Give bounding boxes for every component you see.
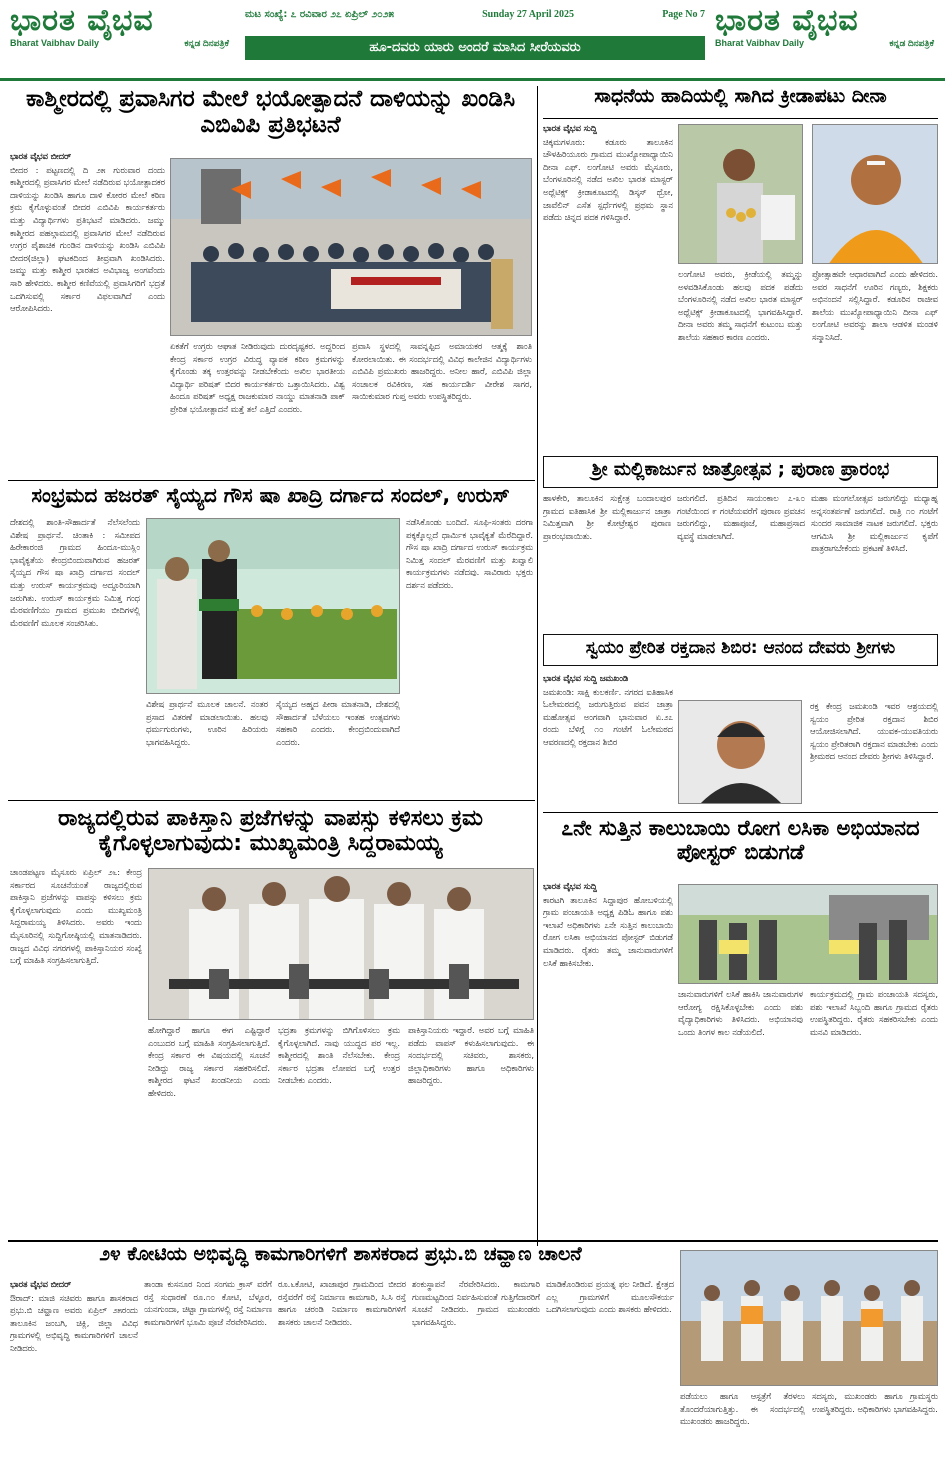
issue-number: ಮಟ ಸಂಖ್ಯೆ: ೭ ರವಿವಾರ ೨೭ ಏಪ್ರಿಲ್ ೨೦೨೫ [245,8,394,20]
kashmir-protest-photo [170,158,532,336]
kashmir-body-col1 [10,150,165,480]
logo-sub-en: Bharat Vaibhav Daily [715,38,805,48]
tagline-bar: ಹೂ-ದವರು ಯಾರು ಅಂದರೆ ಮಾಸಿದ ಸೀರೆಯವರು [245,36,705,60]
masthead-logo-left [10,4,235,74]
page-number: Page No 7 [662,8,705,20]
vaccine-dateline: ಭಾರತ ವೈಭವ ಸುದ್ದಿ [543,881,597,891]
masthead-rule [0,78,945,81]
masthead-logo-right [715,4,940,74]
blood-dateline: ಭಾರತ ವೈಭವ ಸುದ್ದಿ ಜಮಖಂಡಿ [543,673,629,683]
blood-headline: ಸ್ವಯಂ ಪ್ರೇರಿತ ರಕ್ತದಾನ ಶಿಬಿರ: ಆನಂದ ದೇವರು ಶ್ರೀಗಳು [543,634,938,666]
divider [8,1240,938,1242]
kashmir-body-col2: ಏಕತೆಗೆ ಉಗ್ರರು ಆಘಾತ ನೀಡಿರುವುದು ದುರದೃಷ್ಟಕರ. ಅದ್ದರಿಂದ ಕೇಂದ್ರ ಸರ್ಕಾರ ಉಗ್ರರ ವಿರುದ್ಧ ವ್ಯಾಪಕ ಕಠಿಣ ಕ್ರಮಗಳನ್ನು ಕೈಗೊಂಡು ತಕ್ಕ ಉತ್ತರವನ್ನು ನೀಡಬೇಕೆಂದು ಅಖಿಲ ಭಾರತೀಯ ವಿದ್ಯಾರ್ಥಿ ಪರಿಷತ್ ಬಿದರ ಕಾರ್ಯಕರ್ತರು ಒತ್ತಾಯಿಸಿದರು. ವಿಶ್ವ ಹಿಂದೂ ಪರಿಷತ್ ಅಧ್ಯಕ್ಷ ರಾಜಕುಮಾರ ನಾಯ್ಡು ಮಾತನಾಡಿ ಪಾಕ್ ಪ್ರೇರಿತ ಭಯೋತ್ಪಾದನೆ ಮತ್ತೆ ತಲೆ ಎತ್ತಿದೆ ಎಂದರು. [170,341,345,414]
deena-body-col2: ಲಂಗೋಟಿ ಅವರು, ಕ್ರೀಡೆಯಲ್ಲಿ ತಮ್ಮನ್ನು ಅಳವಡಿಸಿಕೊಂಡು ಹಲವು ಪದಕ ಪಡೆದು ಬೆಂಗಳೂರಿನಲ್ಲಿ ನಡೆದ ಅಖಿಲ ಭಾರತ ಮಾಸ್ಟರ್ ಅಥ್ಲೆಟಿಕ್ಸ್ ಕ್ರೀಡಾಕೂಟದಲ್ಲಿ ಭಾಗವಹಿಸಿದ್ದಾರೆ. ದೀನಾ ಅವರು ತಮ್ಮ ಸಾಧನೆಗೆ ಕುಟುಂಬ ಮತ್ತು ಶಾಲೆಯ ಸಹಕಾರ ಕಾರಣ ಎಂದರು. [678,269,803,342]
logo-sub-kn: ಕನ್ನಡ ದಿನಪತ್ರಿಕೆ [889,38,934,48]
dargah-body-col4: ನಡೆಸಿಕೊಂಡು ಬಂದಿದೆ. ಸೂಫಿ-ಸಂತರು ದರಗಾ ಪಕ್ಕಕ್ಕೊಲ್ಲದೆ ಧಾರ್ಮಿಕ ಭಾವೈಕ್ಯತೆ ಮೆರೆದಿದ್ದಾರೆ. ಗೌಸ ಷಾ ಖಾದ್ರಿ ದರ್ಗಾದ ಉರುಸ್ ಕಾರ್ಯಕ್ರಮ ನಿಮಿತ್ತ ಸಂದಲ್ ಮೆರವಣಿಗೆ ಮತ್ತು ಖವ್ವಾಲಿ ಕಾರ್ಯಕ್ರಮಗಳು ನಡೆದವು. ಸಾವಿರಾರು ಭಕ್ತರು ದರ್ಶನ ಪಡೆದರು. [406,517,533,590]
logo-text: ಭಾರತ ವೈಭವ [10,3,154,38]
chavan-inauguration-photo [680,1250,938,1386]
mallikarjuna-body-col3: ಮಹಾ ಮಂಗಲೋತ್ಸವ ಜರುಗಲಿದ್ದು ಮಧ್ಯಾಹ್ನ ಅನ್ನಸಂತರ್ಪಣೆ ಜರುಗಲಿದೆ. ರಾತ್ರಿ ೧೦ ಗಂಟೆಗೆ ಸುಂದರ ಸಾಮಾಜಿಕ ನಾಟಕ ಜರುಗಲಿದೆ. ಭಕ್ತರು ಆಗಮಿಸಿ ಶ್ರೀ ಮಲ್ಲಿಕಾರ್ಜುನ ಕೃಪೆಗೆ ಪಾತ್ರರಾಗಬೇಕೆಂದು ಪ್ರಕಟಣೆ ತಿಳಿಸಿದೆ. [811,493,938,554]
deena-body-col3: ಪ್ರೋತ್ಸಾಹವೇ ಆಧಾರವಾಗಿದೆ ಎಂದು ಹೇಳಿದರು. ಅವರ ಸಾಧನೆಗೆ ಊರಿನ ಗಣ್ಯರು, ಶಿಕ್ಷಕರು ಅಭಿನಂದನೆ ಸಲ್ಲಿಸಿದ್ದಾರೆ. ಕಡೂರಿನ ರಾಜೀವ ಶಾಲೆಯ ಮುಖ್ಯೋಪಾಧ್ಯಾಯಿನಿ ದೀನಾ ಎಫ್ ಲಂಗೋಟಿ ಅವರನ್ನು ಶಾಲಾ ಆಡಳಿತ ಮಂಡಳಿ ಸನ್ಮಾನಿಸಿದೆ. [812,269,938,342]
dargah-headline: ಸಂಭ್ರಮದ ಹಜರತ್ ಸೈಯ್ಯದ ಗೌಸ ಷಾ ಖಾದ್ರಿ ದರ್ಗಾದ ಸಂದಲ್, ಉರುಸ್ [31,484,510,507]
chavan-body-col4: ಶಂಕುಸ್ಥಾಪನೆ ನೆರವೇರಿಸಿದರು. ಕಾಮಗಾರಿ ಗುಣಮಟ್ಟದಿಂದ ನಿರ್ವಹಿಸುವಂತೆ ಗುತ್ತಿಗೆದಾರರಿಗೆ ಸೂಚನೆ ನೀಡಿದರು. ಗ್ರಾಮದ ಮುಖಂಡರು ಭಾಗವಹಿಸಿದ್ದರು. [412,1279,540,1327]
chavan-body-col3: ರೂ.೬ಕೋಟಿ, ಖಾಜಾಪುರ ಗ್ರಾಮದಿಂದ ಬೀದರ ರಸ್ತೆವರೆಗೆ ರಸ್ತೆ ನಿರ್ಮಾಣ ಕಾಮಗಾರಿ, ಸಿ.ಸಿ ರಸ್ತೆ ಹಾಗೂ ಚರಂಡಿ ನಿರ್ಮಾಣ ಕಾಮಗಾರಿಗಳಿಗೆ ಶಾಸಕರು ಚಾಲನೆ ನೀಡಿದರು. [278,1279,406,1327]
chavan-body-col7: ಸದಸ್ಯರು, ಮುಖಂಡರು ಹಾಗೂ ಗ್ರಾಮಸ್ಥರು ಉಪಸ್ಥಿತರಿದ್ದರು. ಅಧಿಕಾರಿಗಳು ಭಾಗವಹಿಸಿದ್ದರು. [812,1391,938,1414]
issue-date: Sunday 27 April 2025 [482,8,575,20]
blood-body-col2: ರಕ್ತ ಕೇಂದ್ರ ಜಮಖಂಡಿ ಇವರ ಆಶ್ರಯದಲ್ಲಿ ಸ್ವಯಂ ಪ್ರೇರಿತ ರಕ್ತದಾನ ಶಿಬಿರ ಆಯೋಜಿಸಲಾಗಿದೆ. ಯುವಕ-ಯುವತಿಯರು ಸ್ವಯಂ ಪ್ರೇರಿತರಾಗಿ ರಕ್ತದಾನ ಮಾಡಬೇಕು ಎಂದು ಶ್ರೀಮಠದ ಆನಂದ ದೇವರು ಶ್ರೀಗಳು ತಿಳಿಸಿದ್ದಾರೆ. [810,701,938,762]
kashmir-body-col3: ಪ್ರವಾಸಿ ಸ್ಥಳದಲ್ಲಿ ಸಾವನ್ನಪ್ಪಿದ ಅಮಾಯಕರ ಆತ್ಮಕ್ಕೆ ಶಾಂತಿ ಕೋರಲಾಯಿತು. ಈ ಸಂದರ್ಭದಲ್ಲಿ ವಿವಿಧ ಕಾಲೇಜಿನ ವಿದ್ಯಾರ್ಥಿಗಳು ಎಬಿವಿಪಿ ಪ್ರಮುಖರು ಹಾಜರಿದ್ದರು. ಅನೀಲ ಹಾರೆ, ಎಬಿವಿಪಿ ಜಿಲ್ಲಾ ಸಂಚಾಲಕ ರವಿಕಿರಣ, ಸಹ ಕಾರ್ಯದರ್ಶಿ ವೀರೇಶ ಸಾಗರ, ಸಾಯಿಕುಮಾರ ಗುಪ್ತ ಅವರು ಉಪಸ್ಥಿತರಿದ್ದರು. [352,341,532,402]
pakistan-body-col1: ಚಾಂಡಪಟ್ಟಣ ಮೈಸೂರು ಏಪ್ರಿಲ್ ೨೬: ಕೇಂದ್ರ ಸರ್ಕಾರದ ಸೂಚನೆಯಂತೆ ರಾಜ್ಯದಲ್ಲಿರುವ ಪಾಕಿಸ್ತಾನಿ ಪ್ರಜೆಗಳನ್ನು ವಾಪಸ್ಸು ಕಳಿಸಲು ಕ್ರಮ ಕೈಗೊಳ್ಳಲಾಗುವುದು ಎಂದು ಮುಖ್ಯಮಂತ್ರಿ ಸಿದ್ದರಾಮಯ್ಯ ತಿಳಿಸಿದರು. ಅವರು ಇಂದು ಮೈಸೂರಿನಲ್ಲಿ ಸುದ್ದಿಗೋಷ್ಠಿಯಲ್ಲಿ ಮಾತನಾಡಿದರು. ರಾಜ್ಯದ ವಿವಿಧ ನಗರಗಳಲ್ಲಿ ಪಾಕಿಸ್ತಾನಿಯರ ಸಂಖ್ಯೆ ಬಗ್ಗೆ ಮಾಹಿತಿ ಸಂಗ್ರಹಿಸಲಾಗುತ್ತಿದೆ. [10,867,142,966]
chavan-body-col1 [10,1278,138,1456]
kashmir-dateline: ಭಾರತ ವೈಭವ ಬೀದರ್ [10,151,72,161]
issue-line [245,6,705,22]
chavan-body-col6: ಪಡೆಯಲು ಹಾಗೂ ಆಸ್ಪತ್ರೆಗೆ ತೆರಳಲು ತೊಂದರೆಯಾಗುತ್ತಿತ್ತು. ಈ ಸಂದರ್ಭದಲ್ಲಿ ಮುಖಂಡರು ಹಾಜರಿದ್ದರು. [680,1391,805,1427]
vaccine-headline: ೭ನೇ ಸುತ್ತಿನ ಕಾಲುಬಾಯಿ ರೋಗ ಲಸಿಕಾ ಅಭಿಯಾನದ ಪೋಸ್ಟರ್ ಬಿಡುಗಡೆ [561,816,920,865]
vaccine-body-col2: ಜಾನುವಾರುಗಳಿಗೆ ಲಸಿಕೆ ಹಾಕಿಸಿ ಜಾನುವಾರುಗಳ ಆರೋಗ್ಯ ರಕ್ಷಿಸಿಕೊಳ್ಳಬೇಕು ಎಂದು ಪಶು ವೈದ್ಯಾಧಿಕಾರಿಗಳು ತಿಳಿಸಿದರು. ಅಭಿಯಾನವು ಒಂದು ತಿಂಗಳ ಕಾಲ ನಡೆಯಲಿದೆ. [678,989,803,1037]
divider [543,118,938,119]
pakistan-body-col2: ಹೋಗಿದ್ದಾರೆ ಹಾಗೂ ಈಗ ಎಷ್ಟಿದ್ದಾರೆ ಎಂಬುದರ ಬಗ್ಗೆ ಮಾಹಿತಿ ಸಂಗ್ರಹಿಸಲಾಗುತ್ತಿದೆ. ಕೇಂದ್ರ ಸರ್ಕಾರ ಈ ವಿಷಯದಲ್ಲಿ ಸೂಚನೆ ನೀಡಿದ್ದು ರಾಜ್ಯ ಸರ್ಕಾರ ಸಹಕರಿಸಲಿದೆ. ಕಾಶ್ಮೀರದ ಘಟನೆ ಖಂಡನೀಯ ಎಂದು ಹೇಳಿದರು. [148,1025,270,1098]
vaccine-body-col3: ಕಾರ್ಯಕ್ರಮದಲ್ಲಿ ಗ್ರಾಮ ಪಂಚಾಯತಿ ಸದಸ್ಯರು, ಪಶು ಇಲಾಖೆ ಸಿಬ್ಬಂದಿ ಹಾಗೂ ಗ್ರಾಮದ ರೈತರು ಉಪಸ್ಥಿತರಿದ್ದರು. ರೈತರು ಸಹಕರಿಸಬೇಕು ಎಂದು ಮನವಿ ಮಾಡಿದರು. [810,989,938,1037]
vaccine-body-col1 [543,880,673,1236]
blood-col1-text: ಜಮಖಂಡಿ: ಸಾಕ್ಷಿ ಕುಲಕರ್ಣಿ. ನಗರದ ಐತಿಹಾಸಿಕ ಓಲೇಮಠದಲ್ಲಿ ಜರುಗುತ್ತಿರುವ ಪವನ ಜಾತ್ರಾ ಮಹೋತ್ಸವ ಅಂಗವಾಗಿ ಭಾನುವಾರ ಏ.೨೭ ರಂದು ಬೆಳಿಗ್ಗೆ ೧೦ ಗಂಟೆಗೆ ಓಲೇಮಠದ ಆವರಣದಲ್ಲಿ ರಕ್ತದಾನ ಶಿಬಿರ [543,686,673,747]
logo-text: ಭಾರತ ವೈಭವ [715,3,859,38]
pakistan-body-col4: ಪಾಕಿಸ್ತಾನಿಯರು ಇದ್ದಾರೆ. ಅವರ ಬಗ್ಗೆ ಮಾಹಿತಿ ಪಡೆದು ವಾಪಸ್ ಕಳುಹಿಸಲಾಗುವುದು. ಈ ಸಂದರ್ಭದಲ್ಲಿ ಸಚಿವರು, ಶಾಸಕರು, ಜಿಲ್ಲಾಧಿಕಾರಿಗಳು ಹಾಗೂ ಅಧಿಕಾರಿಗಳು ಹಾಜರಿದ್ದರು. [408,1025,534,1086]
chavan-body-col5: ಮಾಡಿಕೊಂಡಿರುವ ಪ್ರಯತ್ನ ಫಲ ನೀಡಿದೆ. ಕ್ಷೇತ್ರದ ಎಲ್ಲ ಗ್ರಾಮಗಳಿಗೆ ಮೂಲಸೌಕರ್ಯ ಒದಗಿಸಲಾಗುವುದು ಎಂದು ಶಾಸಕರು ಹೇಳಿದರು. [546,1279,674,1315]
deena-athlete-photo [678,124,803,264]
deena-body-col1 [543,122,673,452]
dargah-body-col1: ದೇಶದಲ್ಲಿ ಶಾಂತಿ-ಸೌಹಾರ್ದತೆ ನೆಲೆಸಲೆಂದು ವಿಶೇಷ ಪ್ರಾರ್ಥನೆ. ಚಿಂತಾಕಿ : ಸಮೀಪದ ಹಿರೇಕಾರಂಜಿ ಗ್ರಾಮದ ಹಿಂದೂ-ಮುಸ್ಲಿಂ ಭಾವೈಕ್ಯತೆಯ ಕೇಂದ್ರಬಿಂದುವಾಗಿರುವ ಹಜರತ್ ಸೈಯ್ಯದ ಗೌಸ ಷಾ ಖಾದ್ರಿ ದರ್ಗಾದ ಸಂದಲ್ ಮತ್ತು ಉರುಸ್ ಕಾರ್ಯಕ್ರಮವು ಅದ್ದೂರಿಯಾಗಿ ಜರುಗಿತು. ಉರುಸ್ ಕಾರ್ಯಕ್ರಮ ನಿಮಿತ್ತ ಗಂಧ ಮೆರವಣಿಗೆಯು ಗ್ರಾಮದ ಪ್ರಮುಖ ಬೀದಿಗಳಲ್ಲಿ ಮೆರವಣಿಗೆ ಮೂಲಕ ಸಂಚರಿಸಿತು. [10,517,140,628]
pakistan-headline: ರಾಜ್ಯದಲ್ಲಿರುವ ಪಾಕಿಸ್ತಾನಿ ಪ್ರಜೆಗಳನ್ನು ವಾಪಸ್ಸು ಕಳಿಸಲು ಕ್ರಮ ಕೈಗೊಳ್ಳಲಾಗುವುದು: ಮುಖ್ಯಮಂತ್ರಿ ಸಿದ್ದರಾಮಯ್ಯ [58,806,483,857]
divider [537,86,538,1246]
dargah-body-col3: ಸೈಯ್ಯದ ಅಹ್ಮದ ಪೀರಾ ಮಾತನಾಡಿ, ದೇಶದಲ್ಲಿ ಸೌಹಾರ್ದತೆ ಬೆಳೆಯಲು ಇಂತಹ ಉತ್ಸವಗಳು ಸಹಕಾರಿ ಎಂದರು. ಕೇಂದ್ರಬಿಂದುವಾಗಿದೆ ಎಂದರು. [276,699,400,747]
divider [8,800,535,801]
logo-sub-en: Bharat Vaibhav Daily [10,38,100,48]
logo-sub-kn: ಕನ್ನಡ ದಿನಪತ್ರಿಕೆ [184,38,229,48]
deena-col1-text: ಚಿಕ್ಕಮಗಳೂರು: ಕಡೂರು ತಾಲೂಕಿನ ಚೌಳಹಿರಿಯೂರು ಗ್ರಾಮದ ಮುಖ್ಯೋಪಾಧ್ಯಾಯಿನಿ ದೀನಾ ಎಫ್. ಲಂಗೋಟಿ ಅವರು ಮೈಸೂರು, ಬೆಂಗಳೂರಿನಲ್ಲಿ ನಡೆದ ಅಖಿಲ ಭಾರತ ಮಾಸ್ಟರ್ ಅಥ್ಲೆಟಿಕ್ಸ್ ಕ್ರೀಡಾಕೂಟದಲ್ಲಿ ಡಿಸ್ಕಸ್ ಥ್ರೋ, ಜಾವೆಲಿನ್ ಎಸೆತ ಸ್ಪರ್ಧೆಗಳಲ್ಲಿ ಪ್ರಥಮ ಸ್ಥಾನ ಪಡೆದು ಚಿನ್ನದ ಪದಕ ಗಳಿಸಿದ್ದಾರೆ. [543,136,673,223]
divider [8,480,535,481]
pakistan-press-photo [148,868,534,1020]
kashmir-headline: ಕಾಶ್ಮೀರದಲ್ಲಿ ಪ್ರವಾಸಿಗರ ಮೇಲೆ ಭಯೋತ್ಪಾದನೆ ದಾಳಿಯನ್ನು ಖಂಡಿಸಿ ಎಬಿವಿಪಿ ಪ್ರತಿಭಟನೆ [25,86,516,139]
blood-donor-portrait [678,700,802,804]
dargah-body-col2: ವಿಶೇಷ ಪ್ರಾರ್ಥನೆ ಮೂಲಕ ಚಾಲನೆ. ನಂತರ ಪ್ರಸಾದ ವಿತರಣೆ ಮಾಡಲಾಯಿತು. ಹಲವು ಧರ್ಮಗುರುಗಳು, ಊರಿನ ಹಿರಿಯರು ಭಾಗವಹಿಸಿದ್ದರು. [146,699,268,747]
deena-headline: ಸಾಧನೆಯ ಹಾದಿಯಲ್ಲಿ ಸಾಗಿದ ಕ್ರೀಡಾಪಟು ದೀನಾ [594,86,887,107]
mallikarjuna-body-col1: ಹಾಳಕೇರಿ, ತಾಲೂಕಿನ ಸುಕ್ಷೇತ್ರ ಬಂದಾಲಪುರ ಗ್ರಾಮದ ಐತಿಹಾಸಿಕ ಶ್ರೀ ಮಲ್ಲಿಕಾರ್ಜುನ ಜಾತ್ರಾ ನಿಮಿತ್ತವಾಗಿ ಶ್ರೀ ಕೋಟ್ರೇಶ್ವರ ಪುರಾಣ ಪ್ರಾರಂಭವಾಯಿತು. [543,493,671,541]
chavan-headline: ೨೪ ಕೋಟಿಯ ಅಭಿವೃದ್ಧಿ ಕಾಮಗಾರಿಗಳಿಗೆ ಶಾಸಕರಾದ ಪ್ರಭು.ಬಿ ಚವ್ಹಾಣ ಚಾಲನೆ [99,1244,582,1265]
pakistan-body-col3: ಭದ್ರತಾ ಕ್ರಮಗಳನ್ನು ಬಿಗಿಗೊಳಿಸಲು ಕ್ರಮ ಕೈಗೊಳ್ಳಲಾಗಿದೆ. ನಾವು ಯುದ್ಧದ ಪರ ಇಲ್ಲ. ಕಾಶ್ಮೀರದಲ್ಲಿ ಶಾಂತಿ ನೆಲೆಸಬೇಕು. ಕೇಂದ್ರ ಸರ್ಕಾರ ಭದ್ರತಾ ಲೋಪದ ಬಗ್ಗೆ ಉತ್ತರ ನೀಡಬೇಕು ಎಂದರು. [278,1025,400,1086]
vaccine-poster-photo [678,884,938,984]
mallikarjuna-headline: ಶ್ರೀ ಮಲ್ಲಿಕಾರ್ಜುನ ಜಾತ್ರೋತ್ಸವ ; ಪುರಾಣ ಪ್ರಾರಂಭ [543,456,938,488]
blood-body-col1 [543,672,673,808]
deena-dateline: ಭಾರತ ವೈಭವ ಸುದ್ದಿ [543,123,597,133]
dargah-photo [146,518,400,694]
chavan-col1-text: ಔರಾದ್: ಮಾಜಿ ಸಚಿವರು ಹಾಗೂ ಶಾಸಕರಾದ ಪ್ರಭು.ಬಿ ಚವ್ಹಾಣ ಅವರು ಏಪ್ರಿಲ್ ೨೫ರಂದು ತಾಲೂಕಿನ ಜಂಬಗಿ, ಚಿಕ್ಲಿ, ಜಿಲ್ಲಾ ವಿವಿಧ ಗ್ರಾಮಗಳಲ್ಲಿ ಅಭಿವೃದ್ಧಿ ಕಾಮಗಾರಿಗಳಿಗೆ ಚಾಲನೆ ನೀಡಿದರು. [10,1292,138,1353]
chavan-body-col2: ತಾಂಡಾ ಕುಸನೂರ ನಿಂದ ಸಂಗಮ ಕ್ರಾಸ್ ವರೆಗೆ ರಸ್ತೆ ಸುಧಾರಣೆ ರೂ.೧೦ ಕೋಟಿ, ಬೆಳ್ಳೂರ, ಯನಗುಂದಾ, ಚಿಟ್ಟಾ ಗ್ರಾಮಗಳಲ್ಲಿ ರಸ್ತೆ ನಿರ್ಮಾಣ ಕಾಮಗಾರಿಗಳಿಗೆ ಭೂಮಿ ಪೂಜೆ ನೆರವೇರಿಸಿದರು. [144,1279,272,1327]
kashmir-col1-text: ಬೀದರ : ಪಟ್ಟಣದಲ್ಲಿ ದಿ ೨೫ ಗುರುವಾರ ದಂದು ಕಾಶ್ಮೀರದಲ್ಲಿ ಪ್ರವಾಸಿಗರ ಮೇಲೆ ನಡೆದಿರುವ ಭಯೋತ್ಪಾದಕರ ದಾಳಿಯನ್ನು ಖಂಡಿಸಿ ಹಾಗೂ ದಾಳಿ ಕೋರರ ಮೇಲೆ ಕಠಿಣ ಕ್ರಮ ಕೈಗೊಳ್ಳುವಂತೆ ಬೀದರ ಎಬಿವಿಪಿ ಕಾರ್ಯಕರ್ತರು ಮತ್ತು ವಿದ್ಯಾರ್ಥಿಗಳು ಪ್ರತಿಭಟನೆ ಮಾಡಿದರು. ಜಮ್ಮು ಕಾಶ್ಮೀರದ ಪಹಲ್ಗಾಮದಲ್ಲಿ ಪ್ರವಾಸಿಗರ ಮೇಲೆ ನಡೆದಿರುವ ಉಗ್ರರ ಪೈಶಾಚಿಕ ಗುಂಡಿನ ದಾಳಿಯನ್ನು ಖಂಡಿಸಿ ಎಬಿವಿಪಿ ಬೀದರ(ಜಿಲ್ಲಾ) ಘಟಕದಿಂದ ತೀವ್ರವಾಗಿ ಖಂಡಿಸಿದರು. ಜಮ್ಮು ಮತ್ತು ಕಾಶ್ಮೀರ ಭಾರತದ ಅವಿಭಾಜ್ಯ ಅಂಗವೆಂದು ಸಾರಿ ಹೇಳಿದರು. ಕಾಶ್ಮೀರ ಕಣಿವೆಯಲ್ಲಿ ಪ್ರವಾಸಿಗರಿಗೆ ಭದ್ರತೆ ಒದಗಿಸುವಲ್ಲಿ ಸರ್ಕಾರ ವಿಫಲವಾಗಿದೆ ಎಂದು ಆರೋಪಿಸಿದರು. [10,164,165,314]
mallikarjuna-body-col2: ಜರುಗಲಿದೆ. ಪ್ರತಿದಿನ ಸಾಯಂಕಾಲ ೭-೩೦ ಗಂಟೆಯಿಂದ ೯ ಗಂಟೆಯವರೆಗೆ ಪುರಾಣ ಪ್ರವಚನ ಜರುಗಲಿದ್ದು, ಮಹಾಪೂಜೆ, ಮಹಾಪ್ರಸಾದ ವ್ಯವಸ್ಥೆ ಮಾಡಲಾಗಿದೆ. [677,493,805,541]
vaccine-col1-text: ಕಾರಟಗಿ ತಾಲೂಕಿನ ಸಿದ್ದಾಪುರ ಹೋಬಳಿಯಲ್ಲಿ ಗ್ರಾಮ ಪಂಚಾಯತಿ ಅಧ್ಯಕ್ಷ ಪಿಡಿಓ ಹಾಗೂ ಪಶು ಇಲಾಖೆ ಅಧಿಕಾರಿಗಳು ೭ನೇ ಸುತ್ತಿನ ಕಾಲುಬಾಯಿ ರೋಗ ಲಸಿಕಾ ಅಭಿಯಾನದ ಪೋಸ್ಟರ್ ಬಿಡುಗಡೆ ಮಾಡಿದರು. ರೈತರು ತಮ್ಮ ಜಾನುವಾರುಗಳಿಗೆ ಲಸಿಕೆ ಹಾಕಿಸಬೇಕು. [543,894,673,968]
chavan-dateline: ಭಾರತ ವೈಭವ ಬೀದರ್ [10,1279,72,1289]
divider [543,812,938,813]
swamiji-portrait-photo [812,124,938,264]
